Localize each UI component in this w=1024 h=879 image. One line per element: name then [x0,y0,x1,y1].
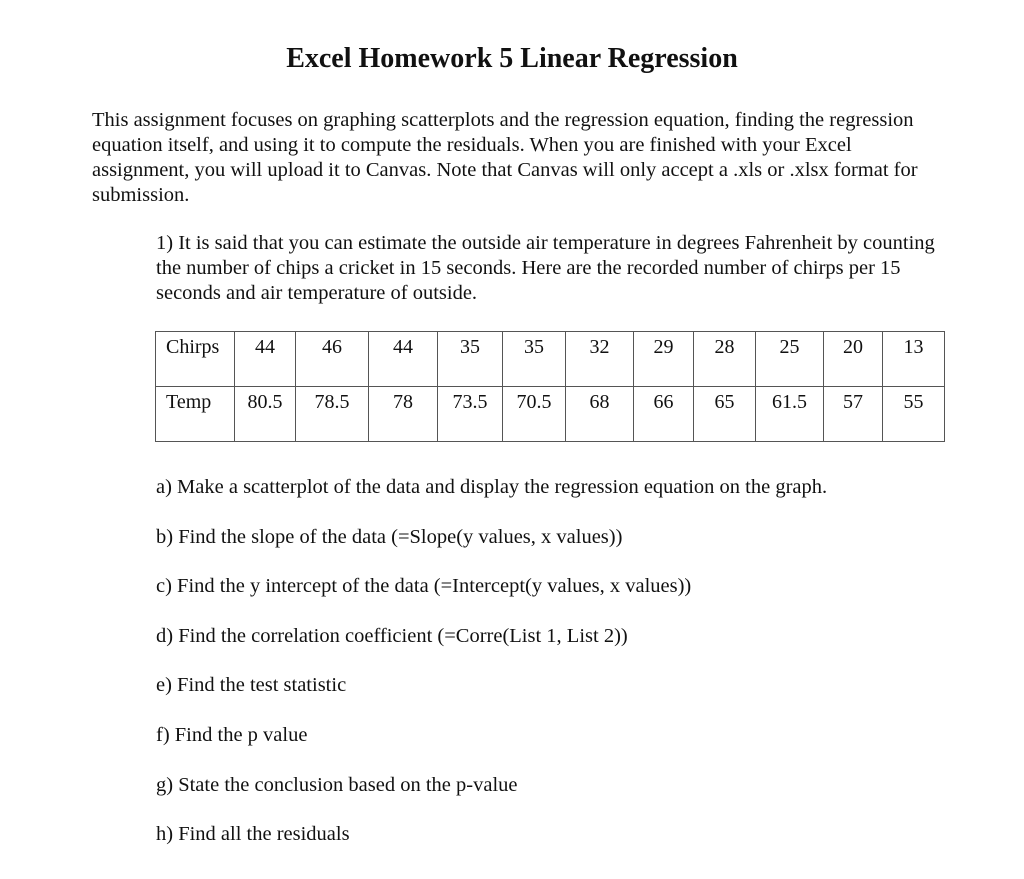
row-label-cell: Temp [156,387,235,442]
question-part: g) State the conclusion based on the p-value [156,773,518,796]
page-title: Excel Homework 5 Linear Regression [286,43,738,74]
table-cell: 35 [503,332,566,387]
table-cell: 78 [369,387,438,442]
table-cell: 28 [694,332,756,387]
parts-list [156,475,936,872]
table-cell: 66 [634,387,694,442]
question-text: 1) It is said that you can estimate the outside air temperature in degrees Fahrenheit by counting the number of chips a cricket in 15 seconds. Here are the recorded number of chirps per 15 seconds and air temperature of outside. [156,232,935,304]
table-cell: 80.5 [235,387,296,442]
table-cell: 25 [756,332,824,387]
table-cell: 46 [296,332,369,387]
table-cell: 61.5 [756,387,824,442]
table-row [156,387,945,442]
table-cell: 70.5 [503,387,566,442]
table-cell: 57 [824,387,883,442]
question-part: d) Find the correlation coefficient (=Corre(List 1, List 2)) [156,624,628,647]
table-cell: 44 [235,332,296,387]
table-cell: 13 [883,332,945,387]
question-part: f) Find the p value [156,723,308,746]
question-part: e) Find the test statistic [156,674,347,697]
table-cell: 44 [369,332,438,387]
question-part: c) Find the y intercept of the data (=Intercept(y values, x values)) [156,575,692,598]
table-row [156,332,945,387]
data-table [155,331,945,442]
row-label-cell: Chirps [156,332,235,387]
table-cell: 78.5 [296,387,369,442]
intro-paragraph: This assignment focuses on graphing scatterplots and the regression equation, finding the regression equation itself, and using it to compute the residuals. When you are finished with your Excel assignment, you will upload it to Canvas. Note that Canvas will only accept a .xls or .xlsx format for submission. [92,109,918,206]
table-cell: 20 [824,332,883,387]
question-part: h) Find all the residuals [156,823,350,846]
table-cell: 73.5 [438,387,503,442]
table-body [156,332,945,442]
table-cell: 32 [566,332,634,387]
table-cell: 29 [634,332,694,387]
table-cell: 68 [566,387,634,442]
table-cell: 35 [438,332,503,387]
table-cell: 65 [694,387,756,442]
question-part: b) Find the slope of the data (=Slope(y values, x values)) [156,525,623,548]
table-cell: 55 [883,387,945,442]
question-part: a) Make a scatterplot of the data and display the regression equation on the graph. [156,476,828,498]
